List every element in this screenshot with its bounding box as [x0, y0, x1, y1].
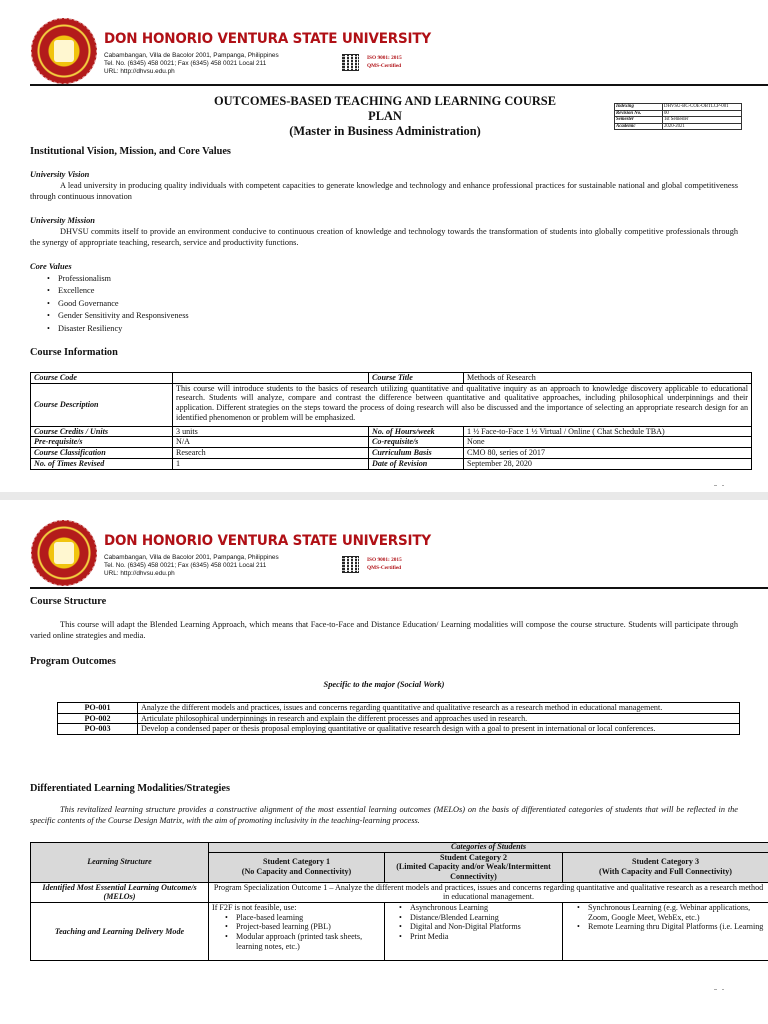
contact-line: Tel. No. (6345) 458 0021; Fax (6345) 458 0021 Local 211 [104, 60, 267, 67]
melo-label: Identified Most Essential Learning Outcome/s (MELOs) [31, 882, 209, 902]
university-seal-logo [31, 18, 97, 84]
category-1-list [212, 913, 381, 952]
list-item: • Good Governance [47, 298, 189, 310]
category-1-subtitle: (No Capacity and Connectivity) [241, 867, 352, 877]
course-info-heading: Course Information [30, 347, 118, 358]
dlm-intro: This revitalized learning structure provides a constructive alignment of the most essential learning outcomes (MELOs) on the basis of differentiated categories of students that will be reflected in the specific contents of the Course Design Matrix, with the aim of promoting inclusivity in the teaching-learning process. [30, 805, 738, 825]
corequisite-label: Co-requisite/s [369, 437, 464, 448]
po-text: Articulate philosophical underpinnings in research and explain the different processes and approaches used in research. [138, 713, 740, 724]
category-2-delivery [385, 903, 563, 961]
category-3-delivery [563, 903, 768, 961]
university-header [31, 18, 731, 88]
table-row [31, 882, 768, 902]
course-structure-text: This course will adapt the Blended Learning Approach, which means that Face-to-Face and Distance Education/ Learning modalities will compose the course structure. Students will participate through varied online strategies and media. [30, 620, 738, 640]
classification-value: Research [173, 448, 369, 459]
course-structure-heading: Course Structure [30, 596, 107, 607]
iso-certification: ISO 9001: 2015 [367, 557, 402, 563]
table-row [31, 448, 752, 459]
learning-structure-label: Learning Structure [31, 843, 209, 883]
course-title-value: Methods of Research [464, 373, 752, 384]
program-outcomes-subheading: Specific to the major (Social Work) [323, 680, 445, 689]
category-3-title: Student Category 3 [632, 857, 700, 867]
delivery-mode-label: Teaching and Learning Delivery Mode [31, 903, 209, 961]
list-item: • Excellence [47, 285, 189, 297]
academic-label: Academic [615, 123, 663, 130]
course-description-label: Course Description [31, 383, 173, 426]
page-mark [714, 989, 728, 991]
semester-label: Semester [615, 117, 663, 124]
prerequisite-value: N/A [173, 437, 369, 448]
prerequisite-label: Pre-requisite/s [31, 437, 173, 448]
category-1-intro: If F2F is not feasible, use: [212, 903, 297, 913]
times-revised-label: No. of Times Revised [31, 458, 173, 469]
university-name: DON HONORIO VENTURA STATE UNIVERSITY [104, 31, 431, 47]
table-row [58, 724, 740, 735]
semester-value: 1st Semester [663, 117, 742, 124]
program-outcomes-table [57, 702, 740, 735]
university-seal-logo [31, 520, 97, 586]
list-item: • Project-based learning (PBL) [224, 922, 381, 932]
qms-certification: QMS-Certified [367, 565, 402, 571]
category-2-subtitle: (Limited Capacity and/or Weak/Intermittent Connectivity) [396, 862, 551, 881]
revision-date-value: September 28, 2020 [464, 458, 752, 469]
melo-text: Program Specialization Outcome 1 – Analyze the different models and practices, issues and concerns regarding quantitative and qualitative research as a research method in educational management. [209, 882, 768, 902]
header-divider [30, 587, 768, 589]
list-item: • Print Media [398, 932, 559, 942]
list-item: • Digital and Non-Digital Platforms [398, 922, 559, 932]
course-code-value [173, 373, 369, 384]
revision-value: 00 [663, 110, 742, 117]
po-text: Develop a condensed paper or thesis proposal employing quantitative or qualitative research design with a goal to present in international or local conferences. [138, 724, 740, 735]
iso-certification: ISO 9001: 2015 [367, 55, 402, 61]
page-2 [0, 500, 768, 1024]
list-item: • Remote Learning thru Digital Platforms (i.e. Learning [576, 922, 765, 932]
categories-label: Categories of Students [209, 843, 768, 853]
vision-text: A lead university in producing quality individuals with competent capacities to generate knowledge and technology and enhance professional practices for sustainable national and global competitiveness through continuous innovation [30, 181, 738, 201]
category-2-title: Student Category 2 [440, 852, 507, 862]
mission-heading: University Mission [30, 216, 95, 225]
list-item: • Distance/Blended Learning [398, 913, 559, 923]
category-1-delivery [209, 903, 385, 961]
page-mark [714, 485, 728, 487]
credits-value: 3 units [173, 426, 369, 437]
vision-section-heading: Institutional Vision, Mission, and Core Values [30, 146, 231, 157]
document-title: OUTCOMES-BASED TEACHING AND LEARNING COURSE [214, 94, 556, 108]
document-title-line2: PLAN [368, 109, 402, 123]
url-line: URL: http://dhvsu.edu.ph [104, 68, 175, 75]
mission-text: DHVSU commits itself to provide an environment conducive to continuous creation of knowledge and technology towards the transformation of students into globally competitive professionals through the synergy of appropriate teaching, research, service and productivity functions. [30, 227, 738, 247]
po-code: PO-003 [58, 724, 138, 735]
address-line: Cabambangan, Villa de Bacolor 2001, Pampanga, Philippines [104, 554, 279, 561]
table-row [31, 843, 768, 853]
document-control-box [614, 103, 742, 130]
table-row [31, 373, 752, 384]
contact-line: Tel. No. (6345) 458 0021; Fax (6345) 458 0021 Local 211 [104, 562, 267, 569]
program-outcomes-heading: Program Outcomes [30, 656, 116, 667]
header-divider [30, 84, 768, 86]
table-row [31, 903, 768, 961]
course-title-label: Course Title [369, 373, 464, 384]
core-values-list [47, 273, 189, 335]
category-2-list [388, 903, 559, 942]
table-row [31, 383, 752, 426]
po-code: PO-001 [58, 703, 138, 714]
document-subtitle: (Master in Business Administration) [289, 124, 481, 138]
category-2-header [385, 852, 563, 882]
category-1-title: Student Category 1 [263, 857, 330, 867]
list-item: • Gender Sensitivity and Responsiveness [47, 310, 189, 322]
revision-date-label: Date of Revision [369, 458, 464, 469]
category-3-subtitle: (With Capacity and Full Connectivity) [599, 867, 732, 877]
po-text: Analyze the different models and practices, issues and concerns regarding quantitative and qualitative research as a research method in educational management. [138, 703, 740, 714]
curriculum-basis-label: Curriculum Basis [369, 448, 464, 459]
list-item: • Disaster Resiliency [47, 323, 189, 335]
university-name: DON HONORIO VENTURA STATE UNIVERSITY [104, 533, 431, 549]
po-code: PO-002 [58, 713, 138, 724]
category-3-header [563, 852, 768, 882]
learning-modalities-table [30, 842, 768, 961]
course-code-label: Course Code [31, 373, 173, 384]
hours-value: 1 ½ Face-to-Face 1 ½ Virtual / Online ( Chat Schedule TBA) [464, 426, 752, 437]
page-separator [0, 492, 768, 500]
corequisite-value: None [464, 437, 752, 448]
list-item: • Asynchronous Learning [398, 903, 559, 913]
table-row [31, 458, 752, 469]
course-description-value: This course will introduce students to the basics of research utilizing quantitative and qualitative inquiry as an approach to knowledge discovery applicable to educational research. Students will analyze, compare and contrast the difference between quantitative and qualitative approaches, including philosophical underpinnings and their application. Different strategies on the steps toward the process of doing research will also be discussed and the importance of selecting an appropriate research design for an identified phenomenon or problem will be emphasized. [173, 383, 752, 426]
indexing-label: Indexing [615, 104, 663, 111]
core-values-heading: Core Values [30, 262, 72, 271]
category-1-header [209, 852, 385, 882]
revision-label: Revision No. [615, 110, 663, 117]
credits-label: Course Credits / Units [31, 426, 173, 437]
vision-heading: University Vision [30, 170, 90, 179]
indexing-value: DHVSU-BC-COE-OBTLCP-001 [663, 104, 742, 111]
table-row [31, 426, 752, 437]
list-item: • Place-based learning [224, 913, 381, 923]
table-row [58, 703, 740, 714]
category-3-list [566, 903, 765, 932]
page-1 [0, 0, 768, 492]
address-line: Cabambangan, Villa de Bacolor 2001, Pampanga, Philippines [104, 52, 279, 59]
list-item: • Modular approach (printed task sheets, learning notes, etc.) [224, 932, 381, 951]
list-item: • Professionalism [47, 273, 189, 285]
curriculum-basis-value: CMO 80, series of 2017 [464, 448, 752, 459]
academic-value: 2020-2021 [663, 123, 742, 130]
times-revised-value: 1 [173, 458, 369, 469]
qms-certification: QMS-Certified [367, 63, 402, 69]
list-item: • Synchronous Learning (e.g. Webinar applications, Zoom, Google Meet, WebEx, etc.) [576, 903, 765, 922]
hours-label: No. of Hours/week [369, 426, 464, 437]
table-row [58, 713, 740, 724]
university-header [31, 520, 731, 590]
table-row [31, 437, 752, 448]
dlm-heading: Differentiated Learning Modalities/Strategies [30, 783, 230, 794]
course-info-table [30, 372, 752, 470]
classification-label: Course Classification [31, 448, 173, 459]
url-line: URL: http://dhvsu.edu.ph [104, 570, 175, 577]
